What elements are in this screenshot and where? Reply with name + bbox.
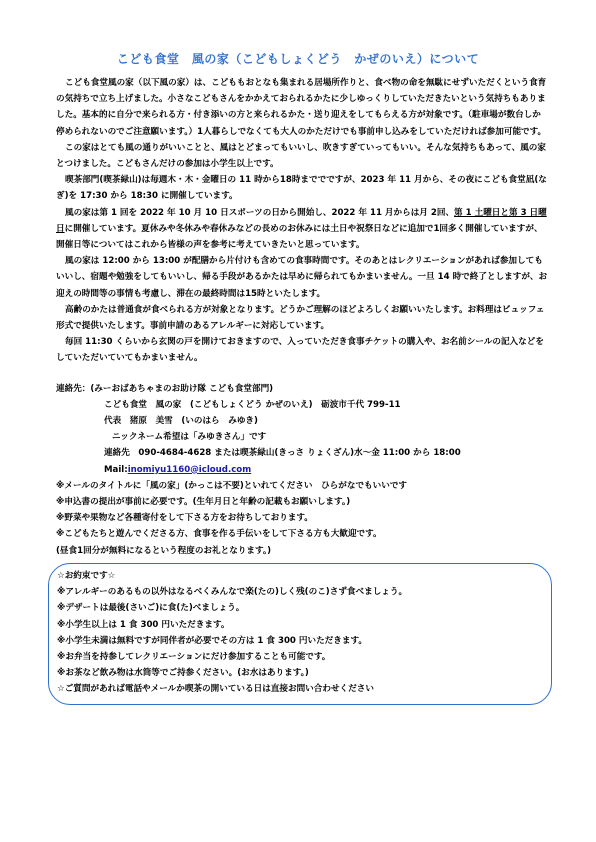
contact-heading: 連絡先：(みーおばあちゃまのお助け隊 こども食堂部門) [56,383,274,394]
note-item: ※野菜や果物など各種寄付をして下さる方をお待ちしております。 [56,513,313,524]
schedule-paragraph [56,205,548,254]
cafe-paragraph: 喫茶部門(喫茶緑山)は毎週木・木・金曜日の 11 時から18時まででですが、2023 年 11 月から、その夜にこども食堂凪(なぎ)を 17:30 から 18:30 に開催しています。 [56,175,547,202]
meal-time-paragraph: 風の家は 12:00 から 13:00 が配膳から片付けも含めての食事時間です。そのあとはレクリエーションがあれば参加してもいいし、宿題や勉強をしてもいいし、帰る手段があるかたは早めに帰られてもかまいません。一旦 14 時で終了としますが、お迎えの時間等の事情も考慮し、滞在の最終時間は15時といたします。 [56,256,548,299]
contact-org: こども食堂 風の家 (こどもしょくどう かぜのいえ) 砺波市千代 799-11 [104,399,401,410]
schedule-text-b: に開催しています。夏休みや冬休みや春休みなどの長めのお休みには土日や祝祭日などに追加で1回多く開催していますが、開催日等についてはこれから皆様の声を参考に考えていきたいと思っています。 [56,223,543,251]
name-origin-paragraph: この家はとても風の通りがいいことと、風はとどまってもいいし、吹きすぎていってもいい。そんな気持ちもあって、風の家とつけました。こどもさんだけの参加は小学生以上です。 [56,142,546,170]
promise-item: ※お弁当を持参してレクリエーションにだけ参加することも可能です。 [57,651,331,662]
promise-item: ※アレルギーのあるもの以外はなるべくみんなで楽(たの)しく残(のこ)さず食べましょう。 [57,587,408,598]
schedule-days: 第 1 土曜日と第 3 日曜日 [56,207,547,234]
email-link[interactable]: inomiyu1160@icloud.com [127,464,252,475]
entry-paragraph: 毎回 11:30 くらいから玄関の戸を開けておきますので、入っていただき食事チケットの購入や、お名前シールの記入などをしていただいていてもかまいません。 [56,337,544,364]
contact-section [56,381,548,478]
promise-item: ※デザートは最後(さいご)に食(た)べましょう。 [57,603,245,614]
contact-representative: 代表 猪原 美雪 (いのはら みゆき) [104,416,258,427]
promise-item: ※小学生以上は 1 食 300 円いただきます。 [57,619,230,630]
promise-item: ☆ご質問があれば電話やメールか喫茶の開いている日は直接お問い合わせください [57,684,374,695]
contact-nickname: ニックネーム希望は「みゆきさん」です [112,432,267,443]
intro-paragraph: こども食堂風の家（以下風の家）は、こどももおとなも集まれる居場所作りと、食べ物の命を無駄にせずいただくという食育の気持ちで立ち上げました。小さなこどもさんをかかえておられるかたに少しゆっくりしていただきたいという気持ちもありました。基本的に自分で来られる方・付き添いの方と来られるかた・送り迎えをしてもらえる方が対象です。（駐車場が数台しか停められないのでご注意願います。）1人暮らしでなくても大人のかただけでも事前申し込みをしていただければ参加可能です。 [56,78,547,137]
promise-item: ※お茶など飲み物は水筒等でご持参ください。(お水はあります。) [57,668,309,679]
contact-phone: 連絡先 090-4684-4628 または喫茶緑山(きっさ りょくざん)水～金 11:00 から 18:00 [104,448,461,459]
promise-heading: ☆お約束です☆ [57,570,116,581]
elderly-paragraph: 高齢のかたは普通食が食べられる方が対象となります。どうかご理解のほどよろしくお願いいたします。お料理はビュッフェ形式で提供いたします。事前申請のあるアレルギーに対応しています。 [56,304,545,332]
notes-list [56,478,548,559]
promise-box [48,563,552,705]
schedule-text-a: 風の家は第 1 回を 2022 年 10 月 10 日スポーツの日から開始し、2022 年 11 月からは月 2回、 [65,207,455,218]
promise-item: ※小学生未満は無料ですが同伴者が必要でその方は 1 食 300 円いただきます。 [57,635,367,646]
note-item: (昼食1回分が無料になるという程度のお礼となります。) [56,545,272,556]
note-item: ※メールのタイトルに「風の家」(かっこは不要)といれてください ひらがなでもいいです [56,480,408,491]
mail-label: Mail: [104,464,128,475]
note-item: ※こどもたちと遊んでくださる方、食事を作る手伝いをして下さる方も大歓迎です。 [56,529,382,540]
document-body [56,75,548,705]
note-item: ※申込書の提出が事前に必要です。(生年月日と年齢の記載もお願いします。) [56,497,351,508]
page-title: こども食堂 風の家（こどもしょくどう かぜのいえ）について [116,52,480,66]
contact-mail-line [56,462,548,478]
